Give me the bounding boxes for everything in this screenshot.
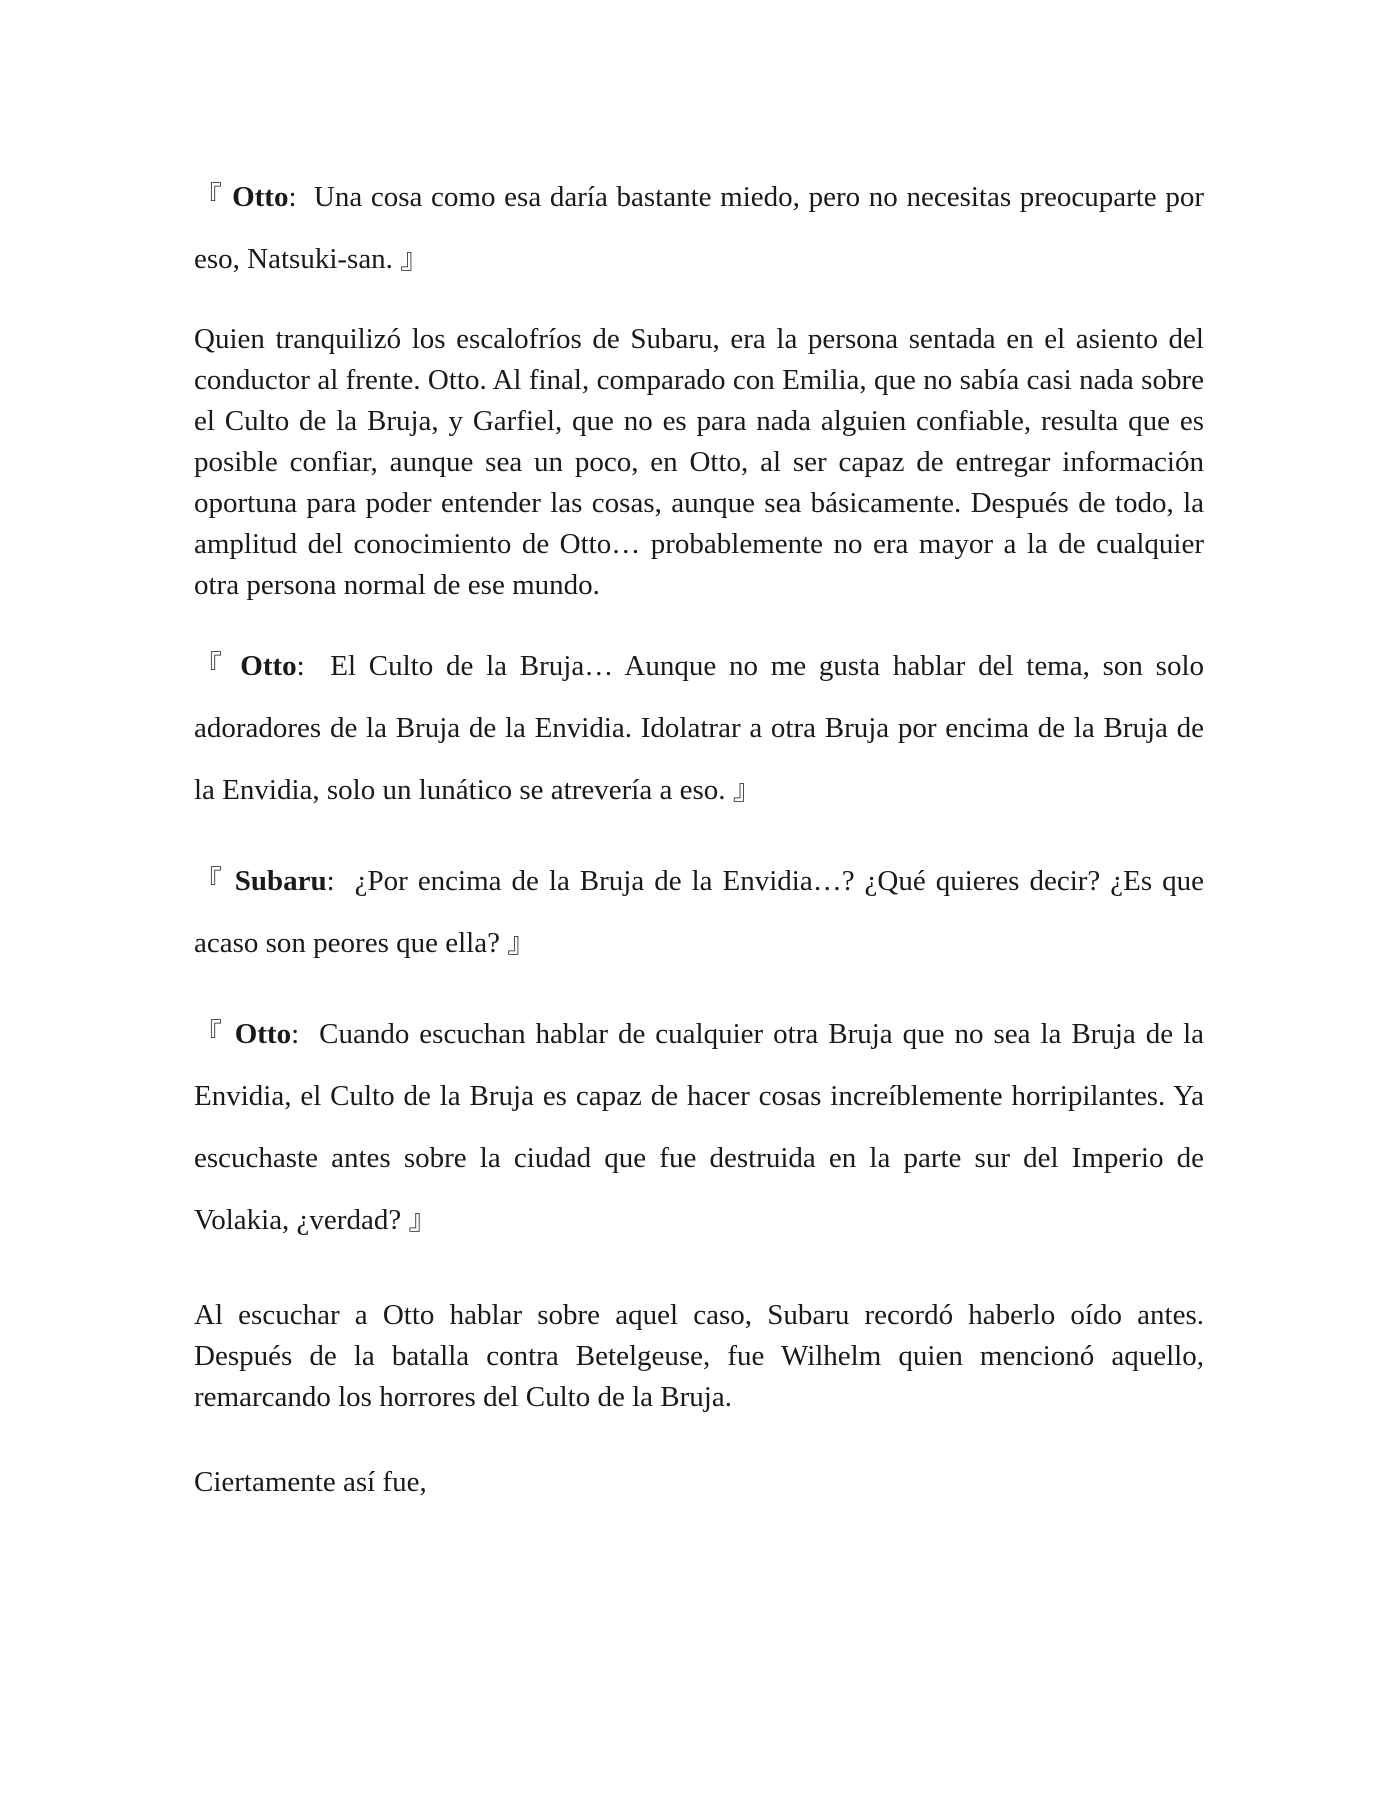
dialogue-text: Cuando escuchan hablar de cualquier otra Bruja que no sea la Bruja de la Envidia, el Culto de la Bruja es capaz de hacer cosas increíblemente horripilantes. Ya escuchaste antes sobre la ciudad que fue destruida en la parte sur del Imperio de Volakia, ¿verdad? — [194, 1018, 1205, 1236]
narration-text: Al escuchar a Otto hablar sobre aquel caso, Subaru recordó haberlo oído antes. Después de la batalla contra Betelgeuse, fue Wilhelm quien mencionó aquello, remarcando los horrores del Culto de la Bruja. — [194, 1299, 1204, 1413]
close-quote-bracket: 』 — [400, 242, 429, 275]
speaker-name: Otto — [240, 650, 297, 682]
speaker-name: Otto — [234, 1018, 292, 1050]
dialogue-paragraph: 『 Otto: Una cosa como esa daría bastante miedo, pero no necesitas preocuparte por eso, Natsuki-san. 』 — [194, 180, 1204, 275]
dialogue-paragraph: 『 Otto: Cuando escuchan hablar de cualquier otra Bruja que no sea la Bruja de la Envidia, el Culto de la Bruja es capaz de hacer cosas increíblemente horripilantes. Ya escuchaste antes sobre la ciudad que fue destruida en la parte sur del Imperio de Volakia, ¿verdad? 』 — [194, 1017, 1205, 1236]
close-quote-bracket: 』 — [507, 926, 536, 959]
dialogue-paragraph: 『 Subaru: ¿Por encima de la Bruja de la Envidia…? ¿Qué quieres decir? ¿Es que acaso son peores que ella? 』 — [194, 864, 1204, 959]
speaker-name: Subaru — [234, 865, 327, 897]
speaker-name: Otto — [232, 181, 289, 213]
dialogue-text: Una cosa como esa daría bastante miedo, pero no necesitas preocuparte por eso, Natsuki-san. — [194, 181, 1204, 275]
close-quote-bracket: 』 — [732, 773, 761, 806]
open-quote-bracket: 『 — [194, 864, 225, 897]
open-quote-bracket: 『 — [194, 1017, 225, 1050]
dialogue-text: El Culto de la Bruja… Aunque no me gusta hablar del tema, son solo adoradores de la Bruja de la Envidia. Idolatrar a otra Bruja por encima de la Bruja de la Envidia, solo un lunático se atrevería a eso. — [194, 650, 1205, 806]
open-quote-bracket: 『 — [194, 649, 228, 682]
narration-paragraph — [194, 1295, 1204, 1418]
open-quote-bracket: 『 — [194, 180, 224, 213]
dialogue-text: ¿Por encima de la Bruja de la Envidia…? ¿Qué quieres decir? ¿Es que acaso son peores que ella? — [194, 865, 1204, 959]
dialogue-paragraph: 『 Otto: El Culto de la Bruja… Aunque no me gusta hablar del tema, son solo adoradores de la Bruja de la Envidia. Idolatrar a otra Bruja por encima de la Bruja de la Envidia, solo un lunático se atrevería a eso. 』 — [194, 649, 1205, 806]
document-body — [194, 166, 1204, 1503]
narration-text: Ciertamente así fue, — [194, 1466, 427, 1498]
narration-paragraph — [194, 1462, 1204, 1503]
narration-text: Quien tranquilizó los escalofríos de Subaru, era la persona sentada en el asiento del conductor al frente. Otto. Al final, comparado con Emilia, que no sabía casi nada sobre el Culto de la Bruja, y Garfiel, que no es para nada alguien confiable, resulta que es posible confiar, aunque sea un poco, en Otto, al ser capaz de entregar información oportuna para poder entender las cosas, aunque sea básicamente. Después de todo, la amplitud del conocimiento de Otto… probablemente no era mayor a la de cualquier otra persona normal de ese mundo. — [194, 323, 1204, 601]
close-quote-bracket: 』 — [408, 1203, 437, 1236]
narration-paragraph — [194, 319, 1204, 606]
